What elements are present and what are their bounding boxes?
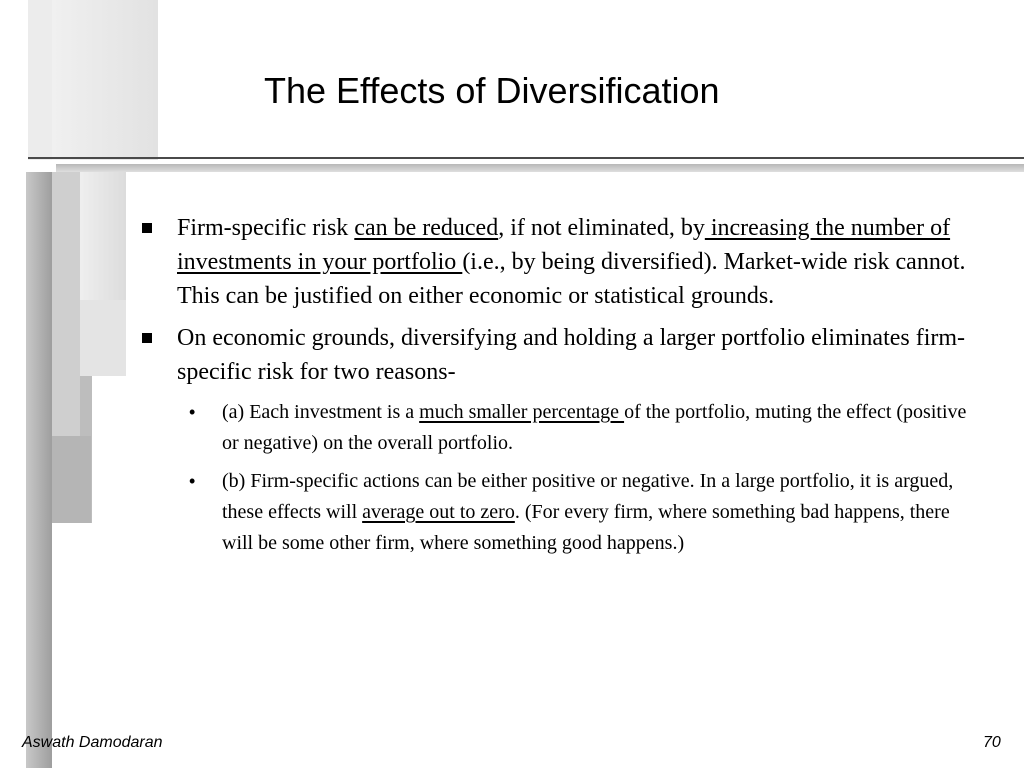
bullet-item — [140, 321, 980, 389]
decor-bar-left-long — [26, 172, 52, 768]
decor-bar-top-left — [28, 0, 52, 160]
footer-author: Aswath Damodaran — [22, 734, 163, 751]
square-bullet-icon — [142, 223, 152, 233]
bullet-list — [140, 211, 980, 566]
square-bullet-icon — [142, 333, 152, 343]
underlined-text: much smaller percentage — [419, 401, 625, 423]
slide-title: The Effects of Diversification — [264, 70, 720, 111]
sub-bullet-item — [140, 397, 980, 459]
sub-bullet-text: (a) Each investment is a — [222, 401, 420, 423]
bullet-text: (i.e., by being diversified). Market-wide risk cannot. This can be justified on either economic or statistical grounds. — [177, 249, 966, 309]
title-rule-dark — [28, 157, 1024, 159]
bullet-text: On economic grounds, diversifying and holding a larger portfolio eliminates firm-specific risk for two reasons- — [177, 325, 966, 385]
underlined-text: increasing the number of investments in your portfolio — [177, 215, 951, 275]
sub-bullet-text: (b) Firm-specific actions can be either positive or negative. In a large portfolio, it is argued, these effects will — [222, 470, 954, 523]
sub-bullet-item — [140, 466, 980, 559]
bullet-item — [140, 211, 980, 313]
bullet-text: , if not eliminated, by — [498, 215, 705, 241]
bullet-text: Firm-specific risk — [177, 215, 355, 241]
underlined-text: can be reduced — [354, 215, 499, 241]
round-bullet-icon: • — [189, 402, 196, 422]
sub-bullet-text: of the portfolio, muting the effect (positive or negative) on the overall portfolio. — [222, 401, 967, 454]
decor-bar-right-gray-wide — [48, 436, 91, 523]
underlined-text: average out to zero — [362, 501, 515, 523]
decor-bar-light-top — [36, 0, 158, 160]
title-rule-light — [56, 164, 1024, 172]
round-bullet-icon: • — [189, 471, 196, 491]
footer-page-number: 70 — [983, 734, 1001, 751]
sub-bullet-text: . (For every firm, where something bad happens, there will be some other firm, where something good happens.) — [222, 501, 950, 554]
